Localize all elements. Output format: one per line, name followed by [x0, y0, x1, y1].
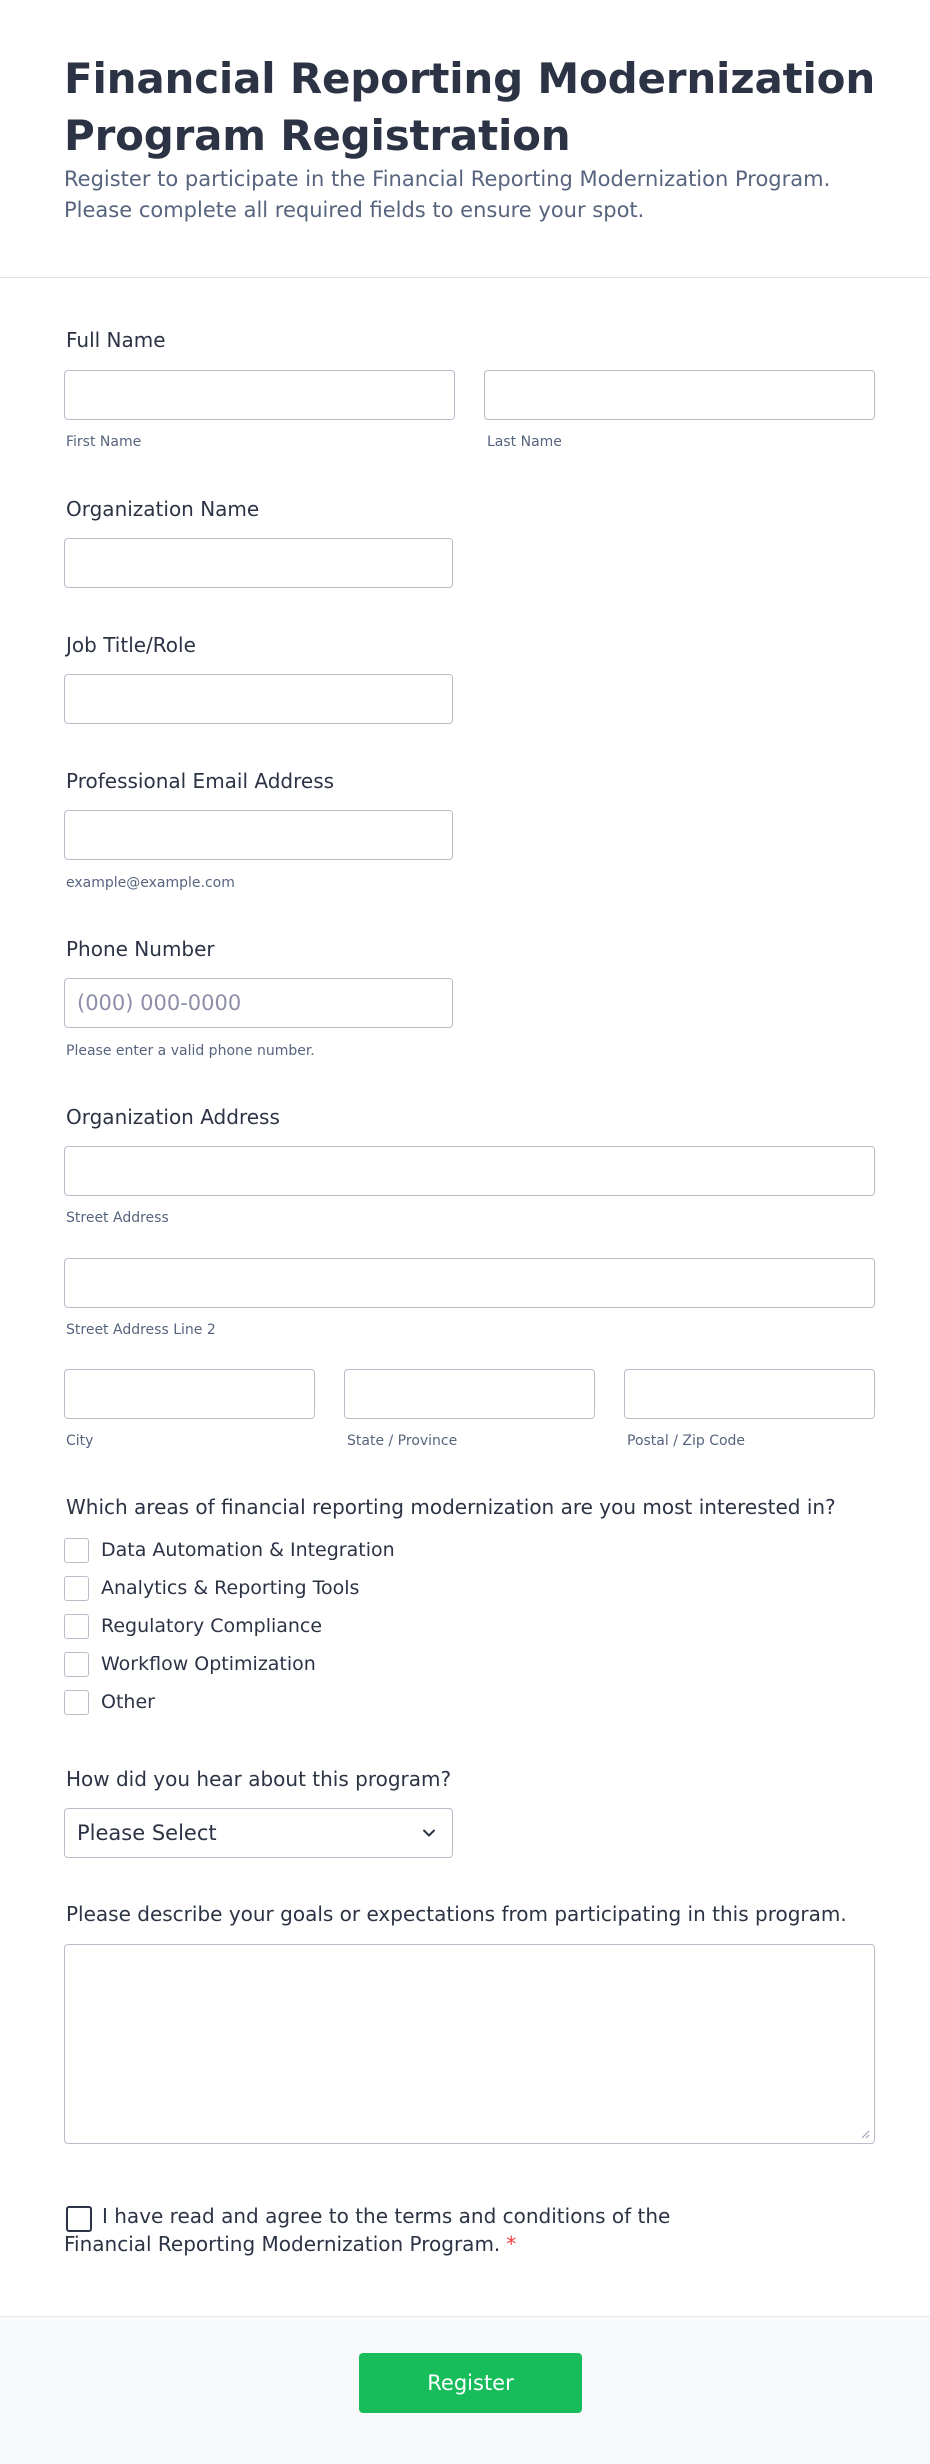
job-title-input[interactable]	[64, 674, 453, 724]
street-address-input[interactable]	[64, 1146, 875, 1196]
first-name-sublabel: First Name	[66, 434, 142, 450]
email-label: Professional Email Address	[66, 769, 335, 793]
checkbox-label: Other	[101, 1691, 155, 1713]
email-sublabel: example@example.com	[66, 875, 235, 891]
organization-name-input[interactable]	[64, 538, 453, 588]
interest-option-workflow[interactable]	[64, 1650, 316, 1678]
interest-option-regulatory[interactable]	[64, 1612, 322, 1640]
page-title: Financial Reporting Modernization Program Registration	[64, 54, 876, 160]
first-name-input[interactable]	[64, 370, 455, 420]
street-address-line2-sublabel: Street Address Line 2	[66, 1322, 216, 1338]
checkbox[interactable]	[64, 1538, 89, 1563]
interest-option-analytics[interactable]	[64, 1574, 359, 1602]
state-sublabel: State / Province	[347, 1433, 458, 1449]
checkbox-label: Data Automation & Integration	[101, 1539, 395, 1561]
city-sublabel: City	[66, 1433, 94, 1449]
checkbox[interactable]	[64, 1652, 89, 1677]
email-input[interactable]	[64, 810, 453, 860]
required-asterisk: *	[506, 2232, 517, 2256]
referral-select[interactable]	[64, 1808, 453, 1858]
checkbox-label: Regulatory Compliance	[101, 1615, 323, 1637]
address-label: Organization Address	[66, 1105, 280, 1129]
last-name-input[interactable]	[484, 370, 875, 420]
form-header	[0, 0, 930, 278]
checkbox[interactable]	[64, 1614, 89, 1639]
state-input[interactable]	[344, 1369, 595, 1419]
terms-label	[64, 2202, 764, 2258]
zip-sublabel: Postal / Zip Code	[627, 1433, 746, 1449]
street-address-sublabel: Street Address	[66, 1210, 169, 1226]
interest-option-data-automation[interactable]	[64, 1536, 395, 1564]
last-name-sublabel: Last Name	[487, 434, 562, 450]
phone-input[interactable]: (000) 000-0000	[64, 978, 453, 1028]
register-button[interactable]: Register	[359, 2353, 582, 2413]
goals-label: Please describe your goals or expectations from participating in this program.	[66, 1902, 847, 1926]
terms-text: I have read and agree to the terms and conditions of the Financial Reporting Modernization Program.	[64, 2204, 671, 2256]
checkbox[interactable]	[64, 1576, 89, 1601]
zip-input[interactable]	[624, 1369, 875, 1419]
interests-label: Which areas of financial reporting modernization are you most interested in?	[66, 1495, 836, 1519]
checkbox-label: Workflow Optimization	[101, 1653, 316, 1675]
full-name-label: Full Name	[66, 328, 166, 352]
job-title-label: Job Title/Role	[66, 633, 196, 657]
referral-label: How did you hear about this program?	[66, 1767, 452, 1791]
phone-sublabel: Please enter a valid phone number.	[66, 1043, 315, 1059]
street-address-line2-input[interactable]	[64, 1258, 875, 1308]
city-input[interactable]	[64, 1369, 315, 1419]
interest-option-other[interactable]	[64, 1688, 155, 1716]
page-subtitle: Register to participate in the Financial Reporting Modernization Program. Please complete all required fields to ensure your spot.	[64, 167, 831, 222]
chevron-down-icon	[420, 1824, 438, 1842]
organization-name-label: Organization Name	[66, 497, 260, 521]
phone-label: Phone Number	[66, 937, 215, 961]
checkbox[interactable]	[64, 1690, 89, 1715]
referral-selected-value: Please Select	[77, 1821, 217, 1845]
resize-grip-icon[interactable]	[860, 2129, 870, 2139]
checkbox-label: Analytics & Reporting Tools	[101, 1577, 360, 1599]
goals-textarea[interactable]	[64, 1944, 875, 2144]
